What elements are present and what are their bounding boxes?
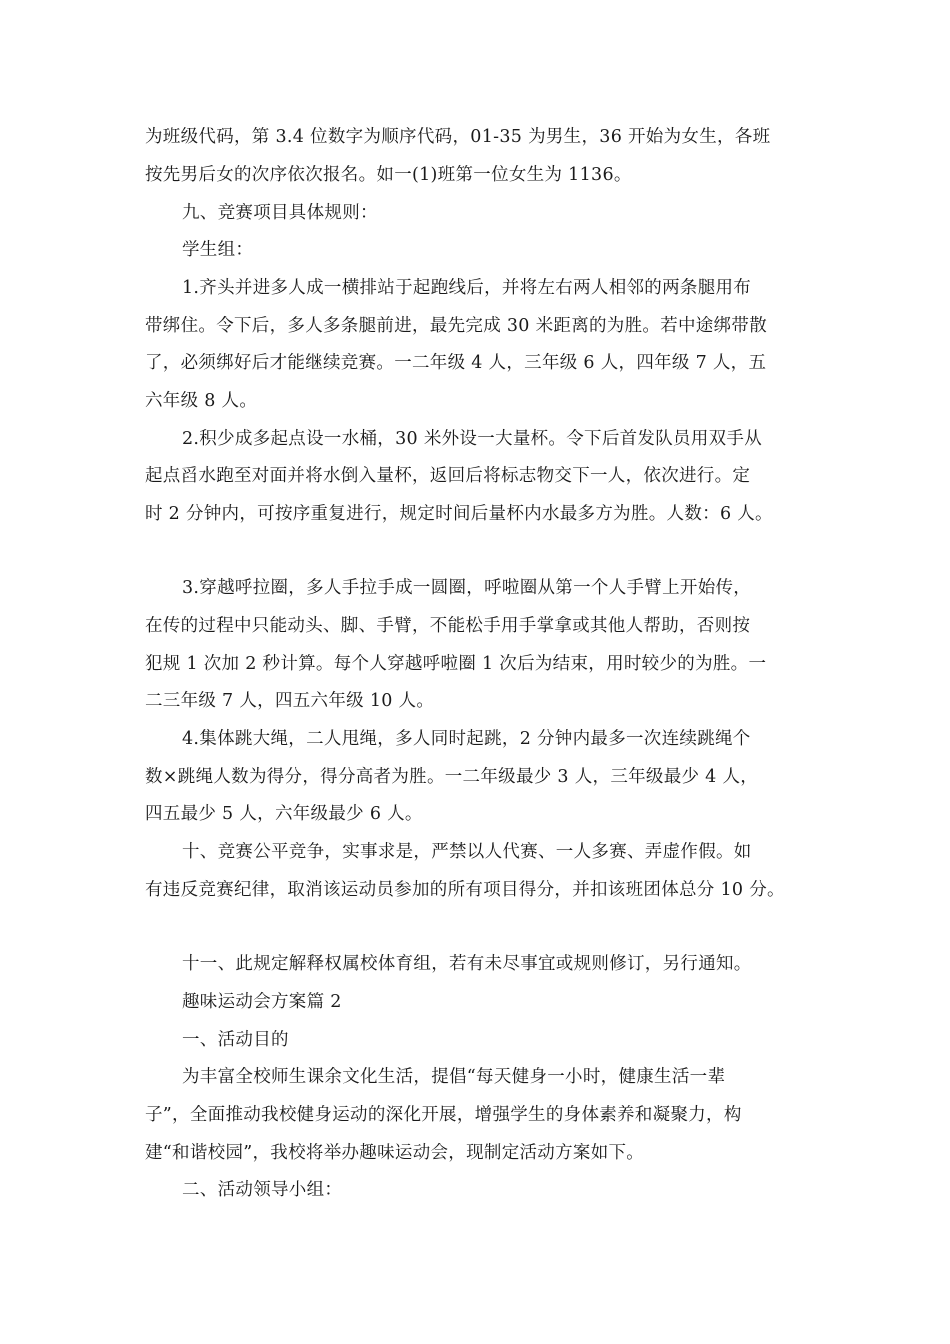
- section-heading: 二、活动领导小组：: [182, 1180, 343, 1200]
- paragraph-line: 四五最少 5 人，六年级最少 6 人。: [145, 804, 423, 824]
- paragraph-line: 建“和谐校园”，我校将举办趣味运动会，现制定活动方案如下。: [145, 1143, 645, 1163]
- paragraph-line: 子”，全面推动我校健身运动的深化开展，增强学生的身体素养和凝聚力，构: [145, 1105, 742, 1125]
- paragraph-line: 4.集体跳大绳，二人甩绳，多人同时起跳，2 分钟内最多一次连续跳绳个: [182, 729, 751, 749]
- section-heading: 一、活动目的: [182, 1030, 289, 1050]
- paragraph-line: 数×跳绳人数为得分，得分高者为胜。一二年级最少 3 人，三年级最少 4 人，: [145, 767, 759, 787]
- paragraph-line: 为班级代码，第 3.4 位数字为顺序代码，01-35 为男生，36 开始为女生，各班: [145, 127, 771, 147]
- paragraph-line: 有违反竞赛纪律，取消该运动员参加的所有项目得分，并扣该班团体总分 10 分。: [145, 880, 785, 900]
- paragraph-line: 十一、此规定解释权属校体育组，若有未尽事宜或规则修订，另行通知。: [182, 954, 752, 974]
- paragraph-line: 按先男后女的次序依次报名。如一(1)班第一位女生为 1136。: [145, 165, 632, 185]
- paragraph-line: 起点舀水跑至对面并将水倒入量杯，返回后将标志物交下一人，依次进行。定: [145, 466, 751, 486]
- section-heading: 九、竞赛项目具体规则：: [182, 203, 378, 223]
- paragraph-line: 犯规 1 次加 2 秒计算。每个人穿越呼啦圈 1 次后为结束，用时较少的为胜。一: [145, 654, 767, 674]
- paragraph-line: 时 2 分钟内，可按序重复进行，规定时间后量杯内水最多方为胜。人数：6 人。: [145, 504, 773, 524]
- paragraph-line: 在传的过程中只能动头、脚、手臂，不能松手用手掌拿或其他人帮助，否则按: [145, 616, 751, 636]
- paragraph-line: 六年级 8 人。: [145, 391, 258, 411]
- paragraph-line: 了，必须绑好后才能继续竞赛。一二年级 4 人，三年级 6 人，四年级 7 人，五: [145, 353, 767, 373]
- subsection-heading: 学生组：: [182, 240, 254, 260]
- paragraph-line: 十、竞赛公平竞争，实事求是，严禁以人代赛、一人多赛、弄虚作假。如: [182, 842, 752, 862]
- paragraph-line: 为丰富全校师生课余文化生活，提倡“每天健身一小时，健康生活一辈: [182, 1067, 726, 1087]
- paragraph-line: 3.穿越呼拉圈，多人手拉手成一圆圈，呼啦圈从第一个人手臂上开始传，: [182, 578, 752, 598]
- paragraph-line: 2.积少成多起点设一水桶，30 米外设一大量杯。令下后首发队员用双手从: [182, 429, 763, 449]
- paragraph-line: 1.齐头并进多人成一横排站于起跑线后，并将左右两人相邻的两条腿用布: [182, 278, 752, 298]
- paragraph-line: 带绑住。令下后，多人多条腿前进，最先完成 30 米距离的为胜。若中途绑带散: [145, 316, 767, 336]
- paragraph-line: 二三年级 7 人，四五六年级 10 人。: [145, 691, 435, 711]
- section-title: 趣味运动会方案篇 2: [182, 992, 342, 1012]
